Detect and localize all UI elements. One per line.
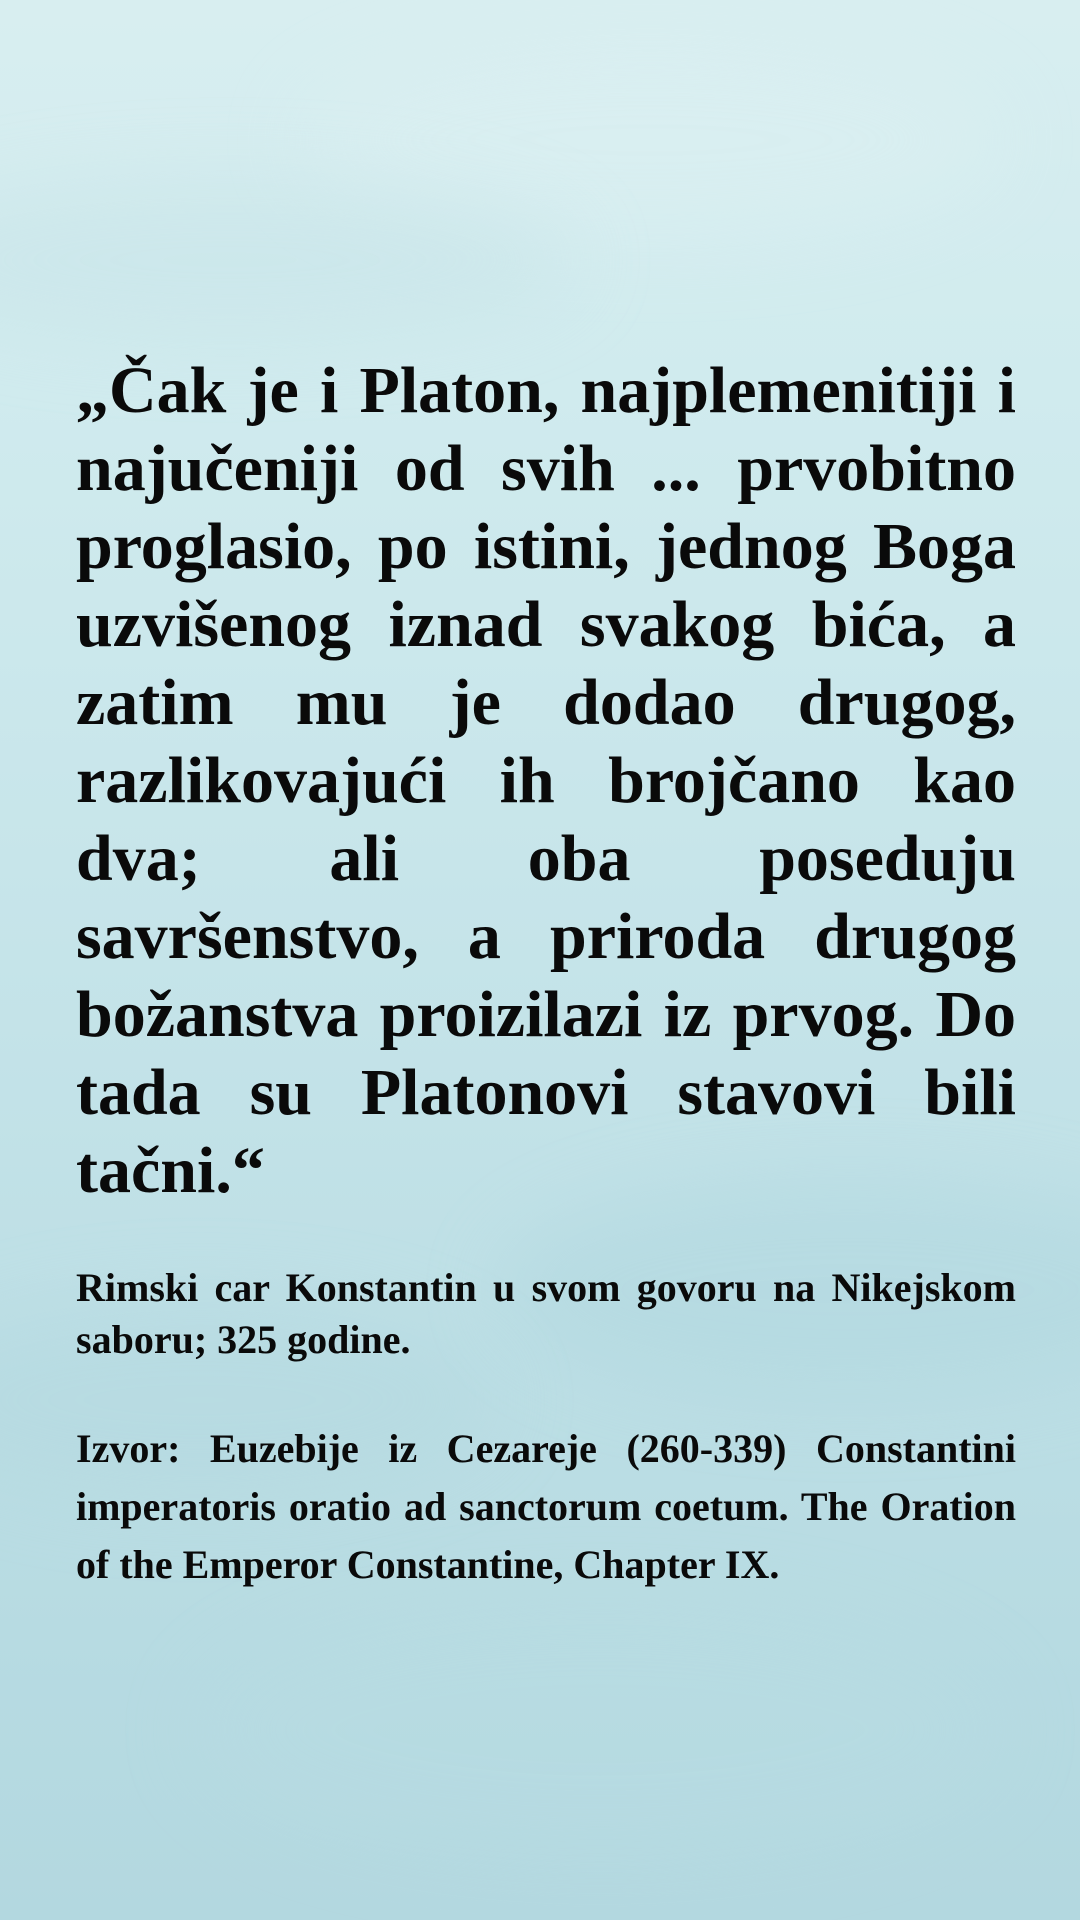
quote-card: [76, 352, 1016, 1594]
background-wash: [200, 1600, 1000, 1860]
source-text: Izvor: Euzebije iz Cezareje (260-339) Constantini imperatoris oratio ad sanctorum coetum. The Oration of the Emperor Constantine, Chapter IX.: [76, 1426, 1016, 1587]
quote-text: „Čak je i Platon, najplemenitiji i najučeniji od svih ... prvobitno proglasio, po istini, jednog Boga uzvišenog iznad svakog bića, a zatim mu je dodao drugog, razlikovajući ih brojčano kao dva; ali oba poseduju savršenstvo, a priroda drugog božanstva proizilazi iz prvog. Do tada su Platonovi stavovi bili tačni.“: [76, 354, 1016, 1207]
attribution-text: Rimski car Konstantin u svom govoru na Nikejskom saboru; 325 godine.: [76, 1265, 1016, 1362]
